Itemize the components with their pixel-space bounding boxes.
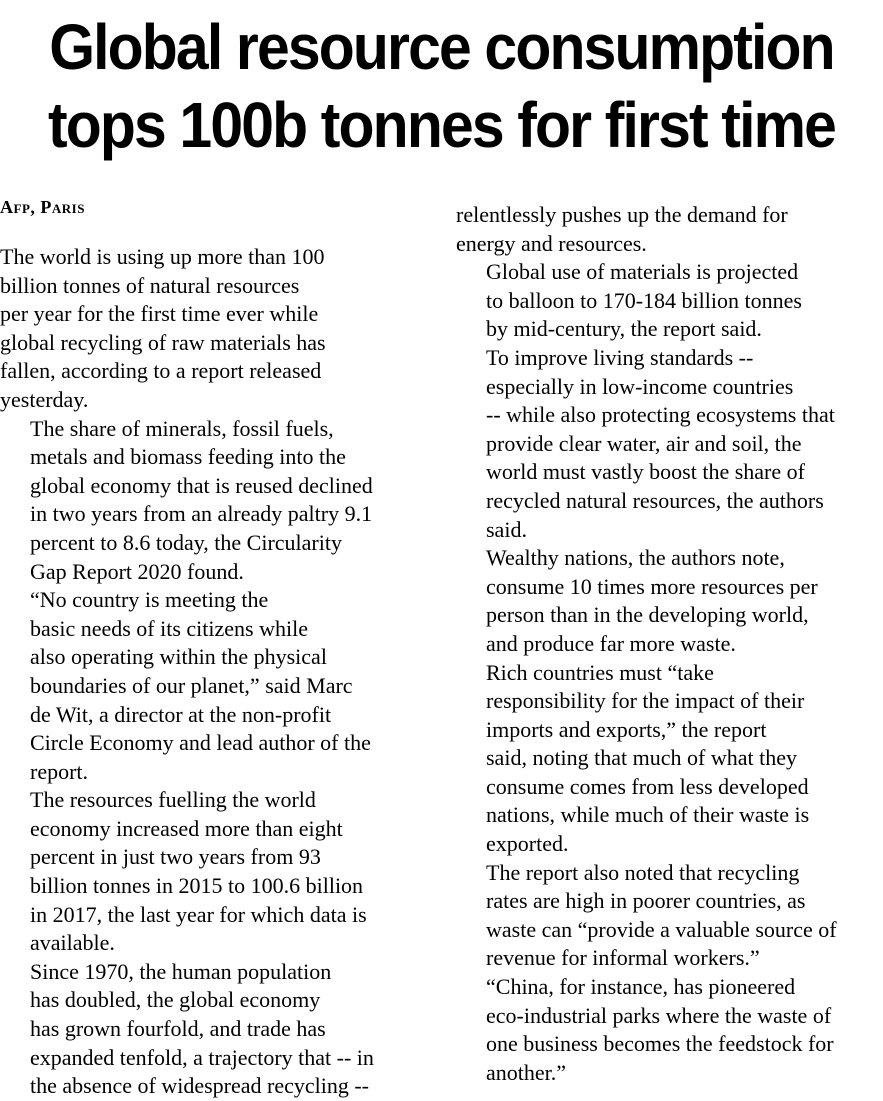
text-line: exported. — [486, 831, 569, 857]
text-line: consume comes from less developed — [486, 773, 809, 799]
text-line: boundaries of our planet,” said Marc — [30, 672, 353, 698]
paragraph — [0, 958, 428, 1101]
text-line: eco-industrial parks where the waste of — [486, 1002, 832, 1028]
text-line: has doubled, the global economy — [30, 987, 321, 1013]
text-line: The world is using up more than 100 — [0, 244, 325, 269]
headline-line-2: tops 100b tonnes for first time — [47, 89, 836, 161]
text-line: percent in just two years from 93 — [30, 844, 321, 870]
text-line: global recycling of raw materials has — [0, 329, 326, 355]
text-line: Rich countries must “take — [486, 659, 714, 685]
paragraph — [456, 201, 883, 258]
paragraph — [456, 659, 883, 859]
headline-line-1: Global resource consumption — [49, 11, 834, 83]
text-line: Global use of materials is projected — [486, 259, 799, 285]
text-line: imports and exports,” the report — [486, 716, 767, 742]
text-line: said, noting that much of what they — [486, 745, 797, 771]
text-line: Wealthy nations, the authors note, — [486, 545, 785, 571]
paragraph — [456, 859, 883, 973]
text-line: The resources fuelling the world — [30, 787, 316, 813]
text-line: Since 1970, the human population — [30, 958, 332, 984]
text-line: The report also noted that recycling — [486, 859, 800, 885]
text-line: per year for the first time ever while — [0, 301, 319, 327]
text-line: billion tonnes of natural resources — [0, 272, 300, 298]
paragraph — [0, 786, 428, 958]
paragraph — [456, 258, 883, 344]
text-line: “No country is meeting the — [30, 587, 269, 613]
text-line: de Wit, a director at the non-profit — [30, 701, 332, 727]
text-line: metals and biomass feeding into the — [30, 444, 346, 470]
text-line: available. — [30, 930, 115, 956]
text-line: provide clear water, air and soil, the — [486, 430, 802, 456]
paragraph — [0, 415, 428, 587]
text-line: by mid-century, the report said. — [486, 316, 762, 342]
text-line: in two years from an already paltry 9.1 — [30, 501, 373, 527]
text-line: consume 10 times more resources per — [486, 573, 818, 599]
paragraph — [456, 344, 883, 544]
text-line: The share of minerals, fossil fuels, — [30, 415, 334, 441]
text-line: Gap Report 2020 found. — [30, 558, 244, 584]
text-line: economy increased more than eight — [30, 815, 343, 841]
article-column-right — [456, 201, 883, 1087]
text-line: To improve living standards -- — [486, 344, 754, 370]
text-line: global economy that is reused declined — [30, 472, 373, 498]
text-line: billion tonnes in 2015 to 100.6 billion — [30, 873, 364, 899]
text-line: especially in low-income countries — [486, 373, 794, 399]
text-line: relentlessly pushes up the demand for — [456, 202, 788, 227]
text-line: “China, for instance, has pioneered — [486, 974, 796, 1000]
text-line: nations, while much of their waste is — [486, 802, 810, 828]
text-line: waste can “provide a valuable source of — [486, 916, 837, 942]
text-line: energy and resources. — [456, 230, 647, 256]
text-line: also operating within the physical — [30, 644, 327, 670]
text-line: -- while also protecting ecosystems that — [486, 402, 835, 428]
text-line: world must vastly boost the share of — [486, 459, 805, 485]
text-line: to balloon to 170-184 billion tonnes — [486, 287, 802, 313]
text-line: in 2017, the last year for which data is — [30, 901, 367, 927]
paragraph — [0, 586, 428, 786]
article-column-left — [0, 243, 428, 1101]
text-line: fallen, according to a report released — [0, 358, 322, 384]
text-line: another.” — [486, 1059, 567, 1085]
byline: Afp, Paris — [0, 197, 85, 217]
headline — [35, 8, 847, 164]
text-line: percent to 8.6 today, the Circularity — [30, 529, 342, 555]
text-line: has grown fourfold, and trade has — [30, 1016, 326, 1042]
text-line: responsibility for the impact of their — [486, 688, 805, 714]
text-line: person than in the developing world, — [486, 602, 809, 628]
paragraph — [0, 243, 428, 415]
text-line: said. — [486, 516, 527, 542]
text-line: yesterday. — [0, 386, 89, 412]
paragraph — [456, 973, 883, 1087]
text-line: basic needs of its citizens while — [30, 615, 308, 641]
text-line: revenue for informal workers.” — [486, 945, 760, 971]
text-line: and produce far more waste. — [486, 630, 736, 656]
text-line: Circle Economy and lead author of the — [30, 730, 371, 756]
text-line: rates are high in poorer countries, as — [486, 888, 806, 914]
paragraph — [456, 544, 883, 658]
text-line: the absence of widespread recycling -- — [30, 1073, 370, 1099]
text-line: expanded tenfold, a trajectory that -- in — [30, 1044, 374, 1070]
text-line: report. — [30, 758, 89, 784]
text-line: recycled natural resources, the authors — [486, 487, 824, 513]
text-line: one business becomes the feedstock for — [486, 1031, 834, 1057]
